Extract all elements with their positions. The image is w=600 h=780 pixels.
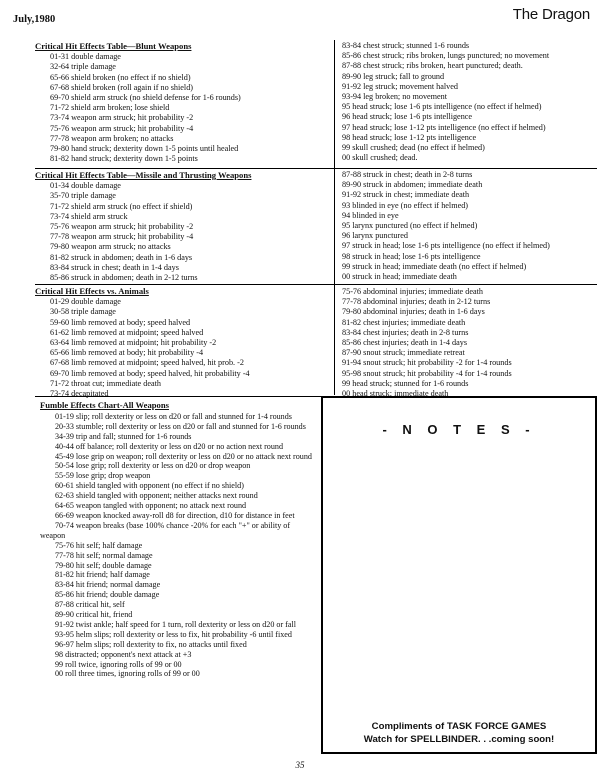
- table-row: 73-74 weapon arm struck; hit probability -2: [50, 113, 194, 123]
- fumble-title: Fumble Effects Chart-All Weapons: [40, 400, 169, 410]
- table-row: 97 head struck; lose 1-12 pts intelligence (no effect if helmed): [342, 122, 546, 132]
- table-row: 30-58 triple damage: [50, 307, 116, 317]
- table-row: 96-97 helm slips; roll dexterity to fix, no attacks until fixed: [55, 639, 247, 649]
- table-row: 00 roll three times, ignoring rolls of 99 or 00: [55, 669, 200, 679]
- table-row: 98 distracted; opponent's next attack at +3: [55, 649, 192, 659]
- table-row: 70-74 weapon breaks (base 100% chance -20% for each "+" or ability of weapon: [40, 520, 291, 540]
- table-row: 00 head struck; immediate death: [342, 389, 449, 399]
- table-row: 69-70 shield arm struck (no shield defense for 1-6 rounds): [50, 93, 241, 103]
- table-row: 77-78 weapon arm struck; hit probability -4: [50, 232, 194, 242]
- notes-box: [321, 396, 597, 754]
- table-row: 85-86 struck in abdomen; death in 2-12 turns: [50, 273, 198, 283]
- table-row: 75-76 weapon arm struck; hit probability -2: [50, 222, 194, 232]
- table-row: 65-66 limb removed at body; hit probability -4: [50, 348, 204, 358]
- table-row: 71-72 throat cut; immediate death: [50, 378, 161, 388]
- issue-date: July,1980: [13, 14, 56, 25]
- animals-section: [35, 286, 314, 399]
- table-row: 77-78 weapon arm broken; no attacks: [50, 133, 174, 143]
- table-row: 89-90 critical hit, friend: [55, 610, 133, 620]
- table-row: 81-82 chest injuries; immediate death: [342, 317, 466, 327]
- table-row: 87-88 struck in chest; death in 2-8 turns: [342, 170, 473, 179]
- table-row: 20-33 stumble; roll dexterity or less on d20 or fall and stunned for 1-6 rounds: [55, 421, 306, 431]
- table-row: 01-29 double damage: [50, 297, 121, 307]
- table-row: 85-86 chest struck; ribs broken, lungs punctured; no movement: [342, 51, 550, 61]
- table-row: 73-74 shield arm struck: [50, 211, 128, 221]
- table-row: 87-88 chest struck; ribs broken, heart punctured; death.: [342, 61, 523, 71]
- table-row: 65-66 shield broken (no effect if no shield): [50, 72, 191, 82]
- table-row: 00 skull crushed; dead.: [342, 153, 418, 163]
- table-row: 99 skull crushed; dead (no effect if helmed): [342, 143, 485, 153]
- table-row: 93-94 leg broken; no movement: [342, 92, 448, 102]
- table-row: 89-90 leg struck; fall to ground: [342, 71, 445, 81]
- fumble-rows: [40, 412, 316, 679]
- table-row: 01-31 double damage: [50, 52, 121, 62]
- table-row: 93 blinded in eye (no effect if helmed): [342, 200, 469, 210]
- table-row: 77-78 hit self; normal damage: [55, 550, 153, 560]
- notes-title: - N O T E S -: [382, 422, 536, 437]
- section-divider-1-right: [334, 168, 597, 169]
- table-row: 64-65 weapon tangled with opponent; no attack next round: [55, 501, 247, 511]
- table-row: 01-34 double damage: [50, 181, 121, 191]
- table-row: 91-94 snout struck; hit probability -2 for 1-4 rounds: [342, 358, 512, 368]
- blunt-continued: [342, 41, 597, 163]
- column-divider: [334, 40, 335, 395]
- table-row: 75-76 weapon arm struck; hit probability -4: [50, 123, 194, 133]
- table-row: 99 struck in head; immediate death (no effect if helmed): [342, 261, 527, 271]
- missile-continued: [342, 170, 597, 282]
- table-row: 87-88 critical hit, self: [55, 600, 125, 610]
- table-row: 60-61 shield tangled with opponent (no effect if no shield): [55, 481, 244, 491]
- table-row: 93-95 helm slips; roll dexterity or less to fix, hit probability -6 until fixed: [55, 629, 292, 639]
- table-row: 98 struck in head; lose 1-6 pts intelligence: [342, 251, 481, 261]
- animals-rows-left: [35, 297, 314, 399]
- table-row: 50-54 lose grip; roll dexterity or less on d20 or drop weapon: [55, 461, 251, 471]
- table-row: 62-63 shield tangled with opponent; neither attacks next round: [55, 491, 258, 501]
- table-row: 69-70 limb removed at body; speed halved, hit probability -4: [50, 368, 250, 378]
- section-divider-2: [35, 284, 334, 285]
- table-row: 32-64 triple damage: [50, 62, 116, 72]
- table-row: 77-78 abdominal injuries; death in 2-12 turns: [342, 297, 491, 307]
- table-row: 83-84 chest injuries; death in 2-8 turns: [342, 327, 469, 337]
- table-row: 89-90 struck in abdomen; immediate death: [342, 180, 483, 190]
- table-row: 85-86 chest injuries; death in 1-4 days: [342, 338, 468, 348]
- table-row: 83-84 chest struck; stunned 1-6 rounds: [342, 41, 470, 50]
- table-row: 95-98 snout struck; hit probability -4 for 1-4 rounds: [342, 368, 512, 378]
- table-row: 83-84 hit friend; normal damage: [55, 580, 161, 590]
- table-row: 71-72 shield arm broken; lose shield: [50, 103, 170, 113]
- table-row: 66-69 weapon knocked away-roll d8 for direction, d10 for distance in feet: [55, 510, 295, 520]
- table-row: 35-70 triple damage: [50, 191, 116, 201]
- blunt-title: Critical Hit Effects Table—Blunt Weapons: [35, 41, 192, 51]
- table-row: 75-76 hit self; half damage: [55, 540, 143, 550]
- table-row: 91-92 leg struck; movement halved: [342, 81, 458, 91]
- table-row: 00 struck in head; immediate death: [342, 272, 457, 282]
- table-row: 91-92 struck in chest; immediate death: [342, 190, 470, 200]
- animals-title: Critical Hit Effects vs. Animals: [35, 286, 149, 296]
- table-row: 79-80 weapon arm struck; no attacks: [50, 242, 171, 252]
- notes-footer-line2: Watch for SPELLBINDER. . .coming soon!: [363, 734, 555, 745]
- table-row: 75-76 abdominal injuries; immediate death: [342, 287, 483, 296]
- magazine-title: The Dragon: [512, 6, 590, 23]
- table-row: 81-82 struck in abdomen; death in 1-6 days: [50, 252, 193, 262]
- table-row: 83-84 struck in chest; death in 1-4 days: [50, 262, 179, 272]
- table-row: 59-60 limb removed at body; speed halved: [50, 317, 191, 327]
- table-row: 81-82 hand struck; dexterity down 1-5 points: [50, 154, 198, 164]
- table-row: 71-72 shield arm struck (no effect if shield): [50, 201, 193, 211]
- section-divider-1: [35, 168, 334, 169]
- table-row: 96 head struck; lose 1-6 pts intelligence: [342, 112, 473, 122]
- table-row: 91-92 twist ankle; half speed for 1 turn, roll dexterity or less on d20 or fall: [55, 619, 296, 629]
- table-row: 73-74 decapitated: [50, 389, 109, 399]
- table-row: 63-64 limb removed at midpoint; hit probability -2: [50, 338, 217, 348]
- table-row: 94 blinded in eye: [342, 210, 399, 220]
- table-row: 98 head struck; lose 1-12 pts intelligence: [342, 132, 477, 142]
- table-row: 40-44 off balance; roll dexterity or less on d20 or no action next round: [55, 441, 283, 451]
- table-row: 79-80 abdominal injuries; death in 1-6 days: [342, 307, 485, 317]
- section-divider-2-right: [334, 284, 597, 285]
- missile-section: [35, 170, 314, 283]
- table-row: 34-39 trip and fall; stunned for 1-6 rounds: [55, 431, 192, 441]
- page-number: 35: [295, 760, 305, 770]
- missile-title: Critical Hit Effects Table—Missile and Thrusting Weapons: [35, 170, 252, 180]
- table-row: 96 larynx punctured: [342, 231, 408, 241]
- table-row: 67-68 limb removed at midpoint; speed halved, hit prob. -2: [50, 358, 244, 368]
- fumble-section: [40, 401, 316, 679]
- table-row: 95 larynx punctured (no effect if helmed): [342, 221, 478, 231]
- table-row: 95 head struck; lose 1-6 pts intelligence (no effect if helmed): [342, 102, 542, 112]
- animals-continued: [342, 287, 597, 399]
- table-row: 97 struck in head; lose 1-6 pts intelligence (no effect if helmed): [342, 241, 550, 251]
- table-row: 55-59 lose grip; drop weapon: [55, 471, 151, 481]
- blunt-section: [35, 41, 314, 164]
- missile-rows-left: [35, 181, 314, 283]
- table-row: 61-62 limb removed at midpoint; speed halved: [50, 327, 204, 337]
- table-row: 79-80 hit self; double damage: [55, 560, 152, 570]
- table-row: 67-68 shield broken (roll again if no shield): [50, 82, 194, 92]
- table-row: 99 roll twice, ignoring rolls of 99 or 00: [55, 659, 182, 669]
- notes-footer: [323, 720, 595, 746]
- table-row: 01-19 slip; roll dexterity or less on d20 or fall and stunned for 1-4 rounds: [55, 411, 292, 421]
- blunt-rows-left: [35, 52, 314, 164]
- table-row: 99 head struck; stunned for 1-6 rounds: [342, 378, 469, 388]
- table-row: 87-90 snout struck; immediate retreat: [342, 348, 465, 358]
- notes-footer-line1: Compliments of TASK FORCE GAMES: [371, 721, 547, 732]
- table-row: 45-49 lose grip on weapon; roll dexterity or less on d20 or no attack next round: [55, 451, 312, 461]
- table-row: 81-82 hit friend; half damage: [55, 570, 150, 580]
- table-row: 85-86 hit friend; double damage: [55, 590, 160, 600]
- table-row: 79-80 hand struck; dexterity down 1-5 points until healed: [50, 144, 239, 154]
